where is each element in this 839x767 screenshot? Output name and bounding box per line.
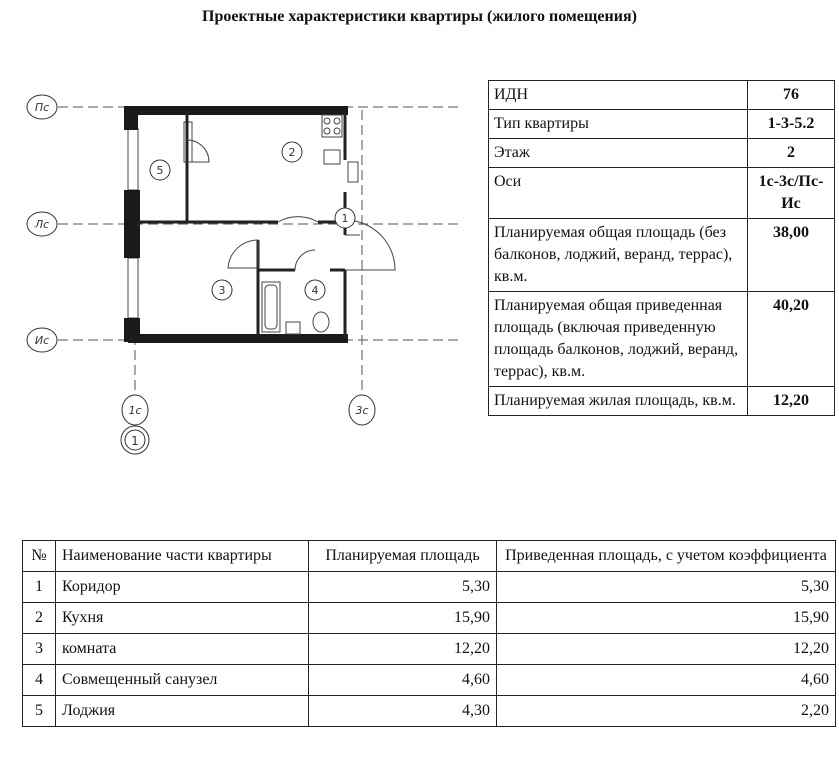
spec-label: Тип квартиры xyxy=(489,110,748,139)
room-num: 4 xyxy=(23,665,56,696)
table-row xyxy=(23,603,836,634)
door-kitchen xyxy=(278,217,318,222)
room-label-4: 4 xyxy=(311,284,319,297)
room-area: 15,90 xyxy=(309,603,497,634)
spec-row xyxy=(489,139,835,168)
section-label: 1 xyxy=(131,434,139,448)
entry-door xyxy=(345,220,395,270)
axis-label-pc: Пс xyxy=(34,101,50,114)
floor-plan xyxy=(0,0,480,470)
toilet-icon xyxy=(313,312,329,332)
room-adjusted-area: 15,90 xyxy=(497,603,836,634)
room-label-1: 1 xyxy=(341,212,349,225)
room-adjusted-area: 5,30 xyxy=(497,572,836,603)
room-adjusted-area: 12,20 xyxy=(497,634,836,665)
spec-row xyxy=(489,219,835,292)
spec-label: Этаж xyxy=(489,139,748,168)
spec-label: Оси xyxy=(489,168,748,219)
room-name: Коридор xyxy=(56,572,309,603)
spec-row xyxy=(489,81,835,110)
room-name: Лоджия xyxy=(56,696,309,727)
loggia-window xyxy=(128,128,138,190)
wall-bottom xyxy=(128,334,348,343)
door-room xyxy=(228,240,258,268)
cabinet-icon xyxy=(348,162,358,182)
apartment-specs-table xyxy=(488,80,835,416)
spec-value: 40,20 xyxy=(748,292,835,387)
room-area: 12,20 xyxy=(309,634,497,665)
spec-row xyxy=(489,110,835,139)
spec-row xyxy=(489,387,835,416)
wall-top xyxy=(128,106,348,115)
page-title: Проектные характеристики квартиры (жилого помещения) xyxy=(202,8,637,25)
room-label-3: 3 xyxy=(218,284,226,297)
room-num: 5 xyxy=(23,696,56,727)
washbasin-icon xyxy=(286,322,300,334)
room-label-5: 5 xyxy=(156,164,164,177)
room-label-2: 2 xyxy=(288,146,296,159)
spec-label: Планируемая жилая площадь, кв.м. xyxy=(489,387,748,416)
rooms-header-row xyxy=(23,541,836,572)
rooms-table xyxy=(22,540,836,727)
room-num: 1 xyxy=(23,572,56,603)
room-name: Кухня xyxy=(56,603,309,634)
table-row xyxy=(23,696,836,727)
table-row xyxy=(23,634,836,665)
room-num: 3 xyxy=(23,634,56,665)
table-row xyxy=(23,665,836,696)
axis-label-3c: 3с xyxy=(355,404,369,417)
room-adjusted-area: 2,20 xyxy=(497,696,836,727)
room-area: 4,60 xyxy=(309,665,497,696)
door-bath xyxy=(295,250,315,270)
header-adjusted: Приведенная площадь, с учетом коэффициента xyxy=(497,541,836,572)
spec-value: 1-3-5.2 xyxy=(748,110,835,139)
axis-label-lc: Лс xyxy=(34,218,50,231)
spec-value: 12,20 xyxy=(748,387,835,416)
spec-value: 2 xyxy=(748,139,835,168)
spec-value: 38,00 xyxy=(748,219,835,292)
header-name: Наименование части квартиры xyxy=(56,541,309,572)
axis-label-ic: Ис xyxy=(34,334,50,347)
spec-label: ИДН xyxy=(489,81,748,110)
spec-row xyxy=(489,292,835,387)
spec-value: 1с-3с/Пс-Ис xyxy=(748,168,835,219)
room-adjusted-area: 4,60 xyxy=(497,665,836,696)
room-num: 2 xyxy=(23,603,56,634)
room-name: Совмещенный санузел xyxy=(56,665,309,696)
spec-row xyxy=(489,168,835,219)
room-name: комната xyxy=(56,634,309,665)
room-area: 4,30 xyxy=(309,696,497,727)
table-row xyxy=(23,572,836,603)
sink-icon xyxy=(324,150,340,164)
spec-value: 76 xyxy=(748,81,835,110)
room-window xyxy=(128,258,138,318)
header-num: № xyxy=(23,541,56,572)
axis-label-1c: 1с xyxy=(128,404,142,417)
room-area: 5,30 xyxy=(309,572,497,603)
wall-left-top xyxy=(124,106,138,130)
spec-label: Планируемая общая площадь (без балконов, лоджий, веранд, террас), кв.м. xyxy=(489,219,748,292)
spec-label: Планируемая общая приведенная площадь (включая приведенную площадь балконов, лоджий, веранд, террас), кв.м. xyxy=(489,292,748,387)
header-area: Планируемая площадь xyxy=(309,541,497,572)
